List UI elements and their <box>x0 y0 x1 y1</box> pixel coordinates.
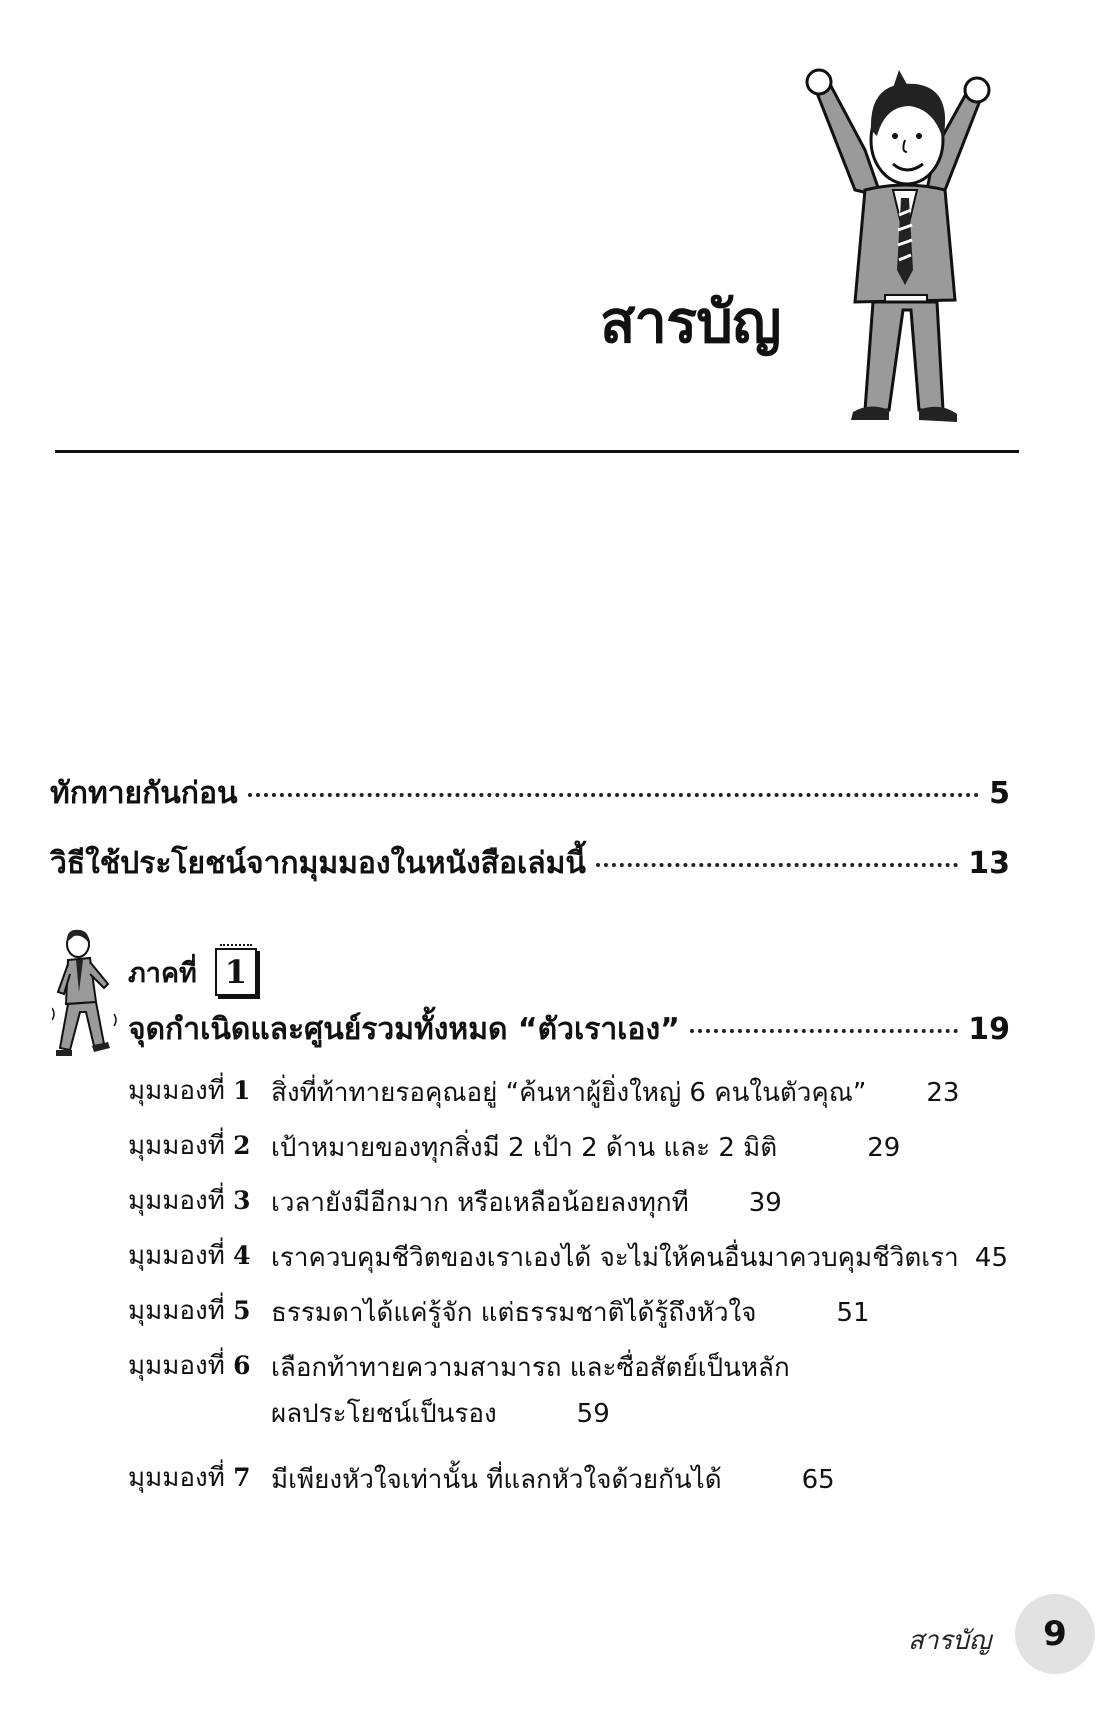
toc-entry-greeting[interactable] <box>50 770 1010 817</box>
running-footer: สารบัญ <box>908 1626 992 1656</box>
viewpoint-label: มุมมองที่ 7 <box>128 1463 251 1493</box>
viewpoint-entry-6[interactable] <box>128 1345 1008 1437</box>
viewpoint-title: เลือกท้าทายความสามารถ และซื่อสัตย์เป็นหลัก <box>271 1353 790 1383</box>
viewpoint-page: 45 <box>974 1243 1008 1273</box>
viewpoint-title: มีเพียงหัวใจเท่านั้น ที่แลกหัวใจด้วยกันได้ <box>271 1465 722 1495</box>
page-number: 9 <box>1015 1594 1095 1674</box>
toc-entry-page: 13 <box>968 846 1010 881</box>
toc-entry-part-1[interactable] <box>128 1006 1010 1053</box>
toc-entry-title: จุดกำเนิดและศูนย์รวมทั้งหมด “ตัวเราเอง” <box>128 1012 680 1047</box>
viewpoint-entry-1[interactable] <box>128 1070 1008 1116</box>
viewpoint-title: สิ่งที่ท้าทายรอคุณอยู่ “ค้นหาผู้ยิ่งใหญ่ 6 คนในตัวคุณ” <box>271 1078 867 1108</box>
dot-leader <box>596 863 958 867</box>
viewpoint-entry-3[interactable] <box>128 1180 1008 1226</box>
viewpoint-entry-5[interactable] <box>128 1290 1008 1336</box>
viewpoint-page: 39 <box>748 1188 782 1218</box>
viewpoint-page: 65 <box>801 1465 835 1495</box>
viewpoint-label: มุมมองที่ 4 <box>128 1241 251 1271</box>
toc-entry-page: 5 <box>989 776 1010 811</box>
title-divider <box>55 450 1019 453</box>
viewpoint-title: เราควบคุมชีวิตของเราเองได้ จะไม่ให้คนอื่นมาควบคุมชีวิตเรา <box>271 1243 959 1273</box>
viewpoint-label: มุมมองที่ 6 <box>128 1351 251 1381</box>
viewpoint-page: 29 <box>867 1133 901 1163</box>
toc-entry-page: 19 <box>968 1012 1010 1047</box>
viewpoint-title-line2: ผลประโยชน์เป็นรอง <box>271 1399 497 1429</box>
viewpoint-label: มุมมองที่ 5 <box>128 1296 251 1326</box>
toc-entry-title: ทักทายกันก่อน <box>50 776 238 811</box>
part-label <box>128 948 257 996</box>
toc-entry-title: วิธีใช้ประโยชน์จากมุมมองในหนังสือเล่มนี้ <box>50 846 586 881</box>
viewpoint-title: เวลายังมีอีกมาก หรือเหลือน้อยลงทุกที <box>271 1188 689 1218</box>
page-title: สารบัญ <box>600 288 781 356</box>
dot-leader <box>690 1029 958 1033</box>
viewpoint-entry-7[interactable] <box>128 1457 1008 1503</box>
viewpoint-label: มุมมองที่ 1 <box>128 1076 251 1106</box>
viewpoint-page: 23 <box>926 1078 960 1108</box>
viewpoint-page: 59 <box>576 1399 610 1429</box>
viewpoint-label: มุมมองที่ 3 <box>128 1186 251 1216</box>
cheering-businessman-illustration <box>785 40 1015 430</box>
viewpoint-title: เป้าหมายของทุกสิ่งมี 2 เป้า 2 ด้าน และ 2 มิติ <box>271 1133 778 1163</box>
viewpoint-page: 51 <box>836 1298 870 1328</box>
viewpoint-title: ธรรมดาได้แค่รู้จัก แต่ธรรมชาติได้รู้ถึงหัวใจ <box>271 1298 757 1328</box>
toc-entry-how-to-use[interactable] <box>50 840 1010 887</box>
part-label-text: ภาคที่ <box>128 957 197 989</box>
walking-businessman-icon <box>52 922 122 1062</box>
dot-leader <box>248 793 980 797</box>
viewpoint-entry-4[interactable] <box>128 1235 1008 1281</box>
part-number-badge: 1 <box>215 948 257 996</box>
viewpoint-entry-2[interactable] <box>128 1125 1008 1171</box>
viewpoint-label: มุมมองที่ 2 <box>128 1131 251 1161</box>
